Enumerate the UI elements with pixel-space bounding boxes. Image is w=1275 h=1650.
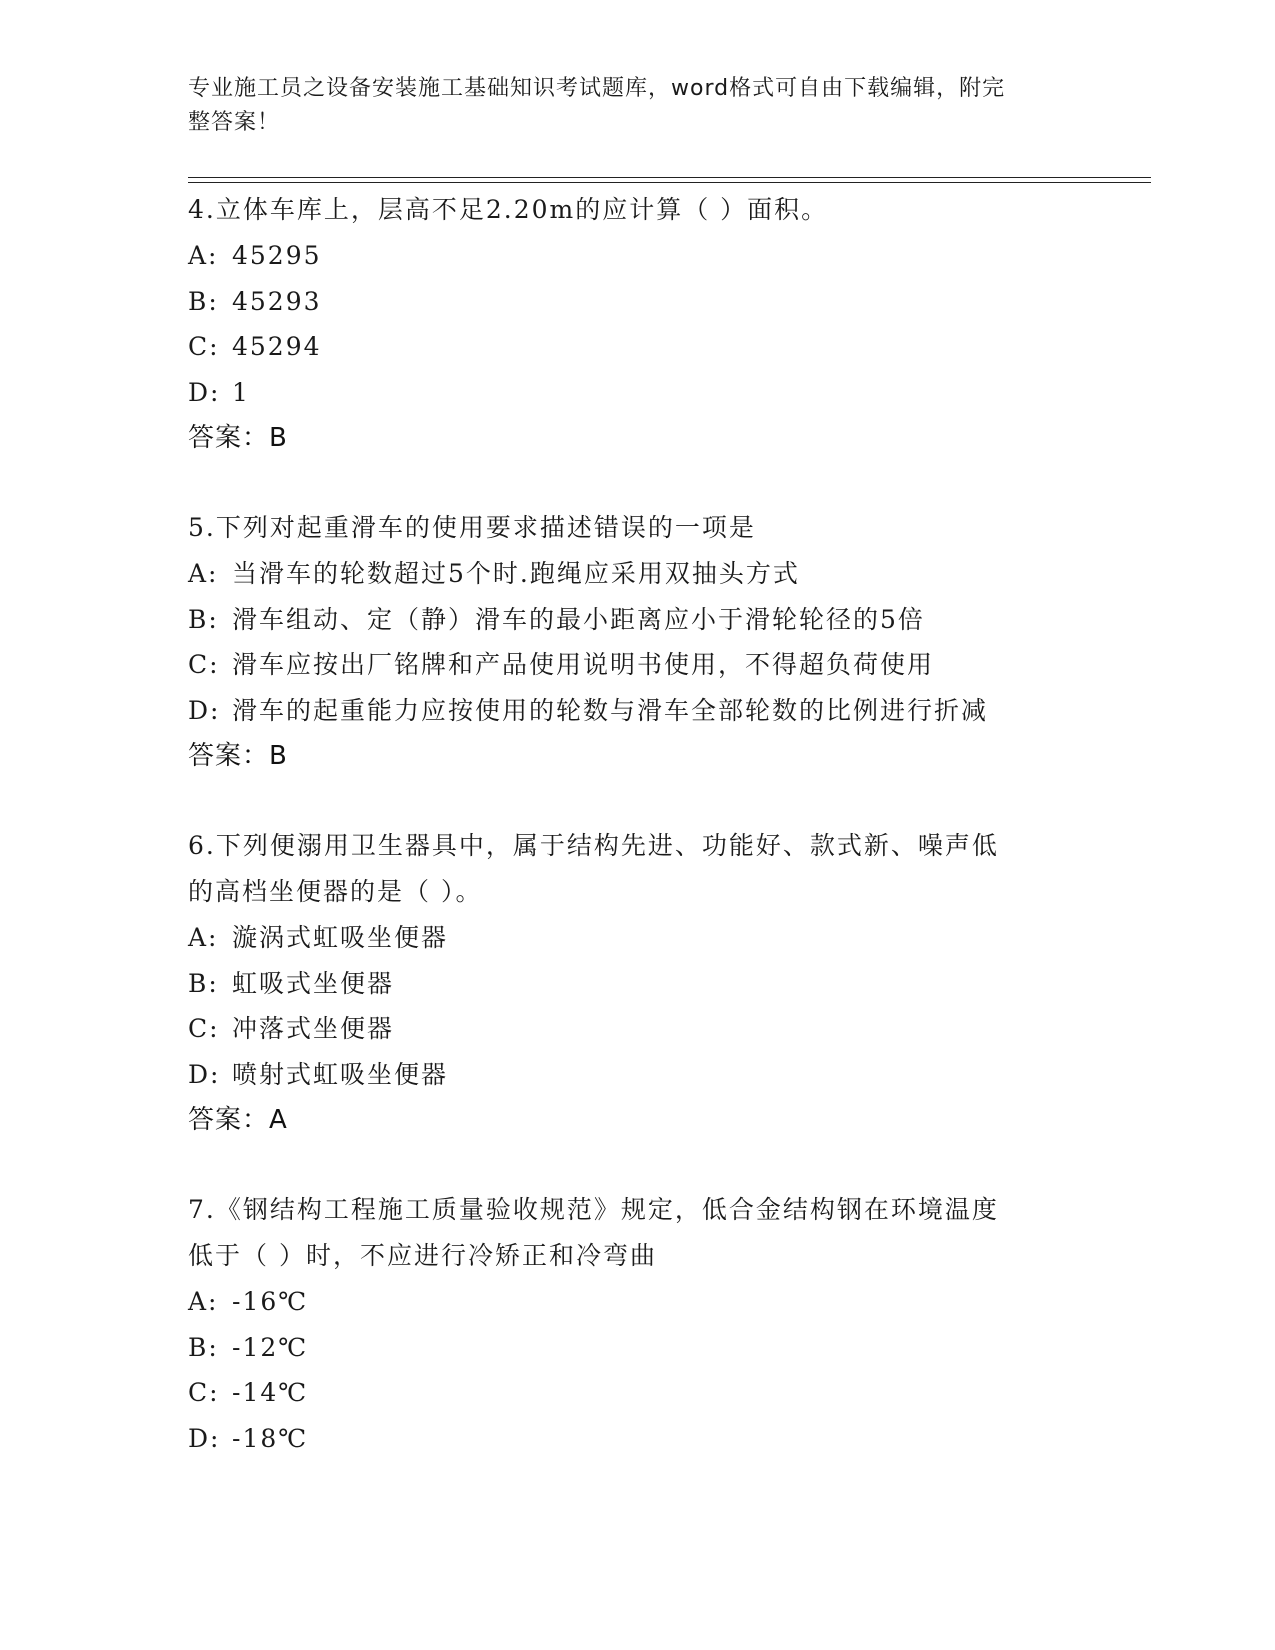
option-d xyxy=(188,688,1088,734)
answer-line: 答案：A xyxy=(188,1105,288,1135)
header-divider-top xyxy=(188,177,1151,178)
option-text: -14℃ xyxy=(232,1378,309,1407)
option-label: C: xyxy=(188,650,220,679)
question-text-continued: 低于（ ）时，不应进行冷矫正和冷弯曲 xyxy=(188,1241,657,1270)
option-text: 45295 xyxy=(232,241,322,270)
option-text: 1 xyxy=(232,377,250,407)
option-c xyxy=(188,1006,1088,1052)
option-label: D: xyxy=(188,377,221,407)
option-label: C: xyxy=(188,1014,220,1043)
question-list xyxy=(188,187,1088,1461)
option-text: 冲落式坐便器 xyxy=(232,1014,395,1043)
option-d xyxy=(188,1416,1088,1462)
question-text: 5.下列对起重滑车的使用要求描述错误的一项是 xyxy=(188,513,756,542)
option-text: 滑车应按出厂铭牌和产品使用说明书使用，不得超负荷使用 xyxy=(232,650,935,679)
option-label: A: xyxy=(188,1287,219,1316)
option-a xyxy=(188,233,1088,279)
option-label: B: xyxy=(188,968,219,998)
question-6 xyxy=(188,823,1088,1143)
option-d xyxy=(188,370,1088,416)
option-a xyxy=(188,551,1088,597)
question-text-continued: 的高档坐便器的是（ ）。 xyxy=(188,877,483,906)
option-b xyxy=(188,597,1088,643)
option-text: 45294 xyxy=(232,332,322,361)
question-spacer xyxy=(188,461,1088,505)
question-5 xyxy=(188,505,1088,779)
option-text: -16℃ xyxy=(232,1287,309,1316)
option-b xyxy=(188,1325,1088,1371)
option-text: -18℃ xyxy=(232,1423,309,1453)
document-header xyxy=(188,72,1068,140)
header-divider-bottom xyxy=(188,182,1151,183)
option-a xyxy=(188,1279,1088,1325)
option-text: 虹吸式坐便器 xyxy=(232,968,395,998)
question-text: 4.立体车库上，层高不足2.20m的应计算（ ）面积。 xyxy=(188,195,829,224)
question-text: 7.《钢结构工程施工质量验收规范》规定，低合金结构钢在环境温度 xyxy=(188,1195,999,1224)
option-text: 滑车组动、定（静）滑车的最小距离应小于滑轮轮径的5倍 xyxy=(232,604,925,634)
option-a xyxy=(188,915,1088,961)
option-text: -12℃ xyxy=(232,1332,309,1362)
option-label: A: xyxy=(188,241,219,270)
question-7 xyxy=(188,1187,1088,1461)
option-label: B: xyxy=(188,286,219,316)
option-label: D: xyxy=(188,695,221,725)
option-text: 喷射式虹吸坐便器 xyxy=(232,1059,449,1089)
option-c xyxy=(188,642,1088,688)
option-b xyxy=(188,279,1088,325)
question-spacer xyxy=(188,779,1088,823)
option-c xyxy=(188,1370,1088,1416)
option-text: 45293 xyxy=(232,286,322,316)
question-spacer xyxy=(188,1143,1088,1187)
question-text: 6.下列便溺用卫生器具中，属于结构先进、功能好、款式新、噪声低 xyxy=(188,831,999,860)
option-text: 漩涡式虹吸坐便器 xyxy=(232,923,449,952)
option-label: A: xyxy=(188,559,219,588)
option-text: 滑车的起重能力应按使用的轮数与滑车全部轮数的比例进行折减 xyxy=(232,695,989,725)
option-label: A: xyxy=(188,923,219,952)
question-4 xyxy=(188,187,1088,461)
option-c xyxy=(188,324,1088,370)
option-label: B: xyxy=(188,1332,219,1362)
option-label: D: xyxy=(188,1059,221,1089)
header-line-1: 专业施工员之设备安装施工基础知识考试题库，word格式可自由下载编辑，附完 xyxy=(188,76,1006,101)
option-label: B: xyxy=(188,604,219,634)
option-d xyxy=(188,1052,1088,1098)
option-b xyxy=(188,961,1088,1007)
option-label: C: xyxy=(188,332,220,361)
option-label: C: xyxy=(188,1378,220,1407)
header-line-2: 整答案！ xyxy=(188,110,281,135)
answer-line: 答案：B xyxy=(188,741,288,771)
option-label: D: xyxy=(188,1423,221,1453)
option-text: 当滑车的轮数超过5个时.跑绳应采用双抽头方式 xyxy=(232,559,800,588)
answer-line: 答案：B xyxy=(188,423,288,453)
